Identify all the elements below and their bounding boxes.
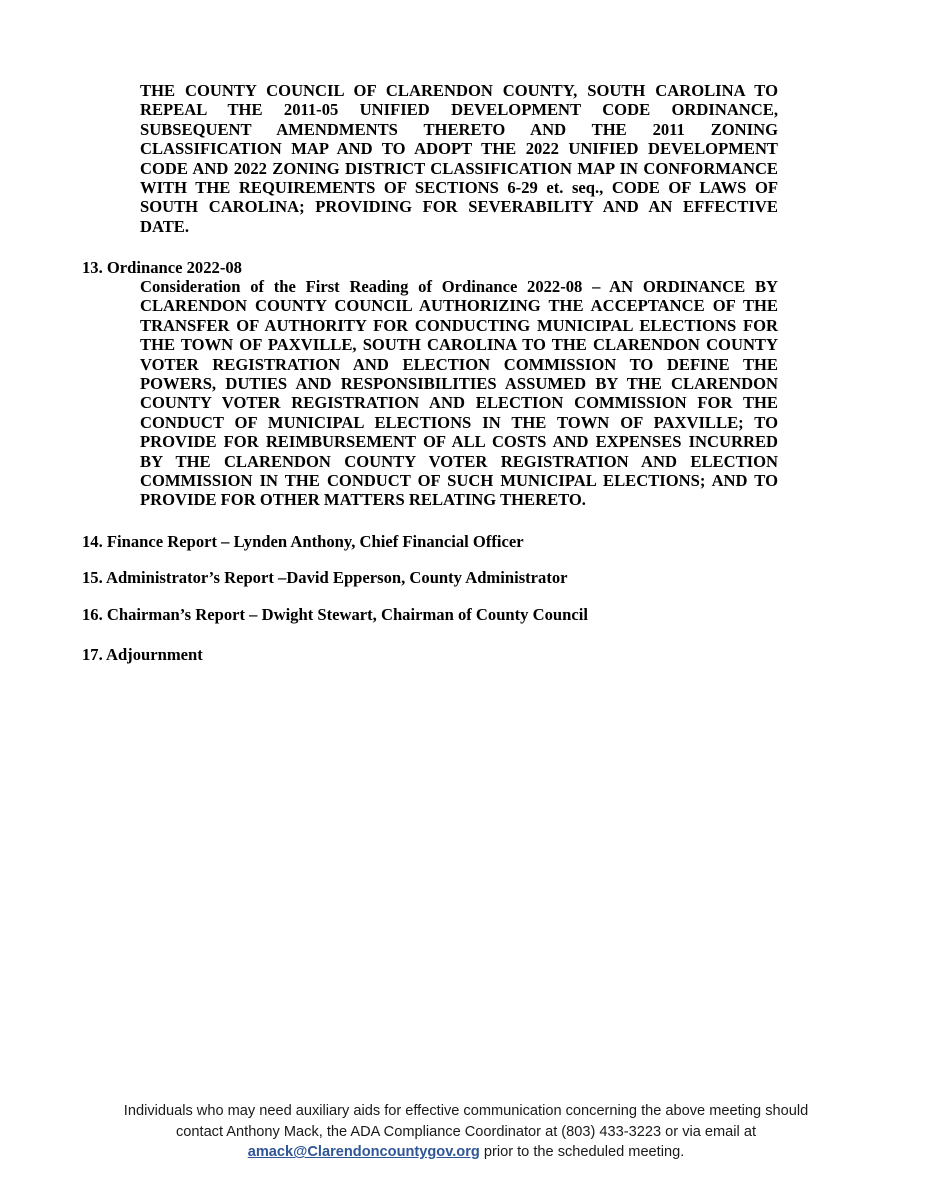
footer-line-3 <box>60 1142 872 1163</box>
agenda-item-17: 17. Adjournment <box>82 645 203 664</box>
footer-line-1: Individuals who may need auxiliary aids for effective communication concerning the above meeting should <box>123 1103 809 1119</box>
agenda-item-15: 15. Administrator’s Report –David Epperson, County Administrator <box>82 568 568 587</box>
ada-footer <box>60 1101 872 1163</box>
agenda-item-13-body: Consideration of the First Reading of Ordinance 2022-08 – AN ORDINANCE BY CLARENDON COUNTY COUNCIL AUTHORIZING THE ACCEPTANCE OF THE TRANSFER OF AUTHORITY FOR CONDUCTING MUNICIPAL ELECTIONS FOR THE TOWN OF PAXVILLE, SOUTH CAROLINA TO THE CLARENDON COUNTY VOTER REGISTRATION AND ELECTION COMMISSION TO DEFINE THE POWERS, DUTIES AND RESPONSIBILITIES ASSUMED BY THE CLARENDON COUNTY VOTER REGISTRATION AND ELECTION COMMISSION FOR THE CONDUCT OF MUNICIPAL ELECTIONS IN THE TOWN OF PAXVILLE; TO PROVIDE FOR REIMBURSEMENT OF ALL COSTS AND EXPENSES INCURRED BY THE CLARENDON COUNTY VOTER REGISTRATION AND ELECTION COMMISSION IN THE CONDUCT OF SUCH MUNICIPAL ELECTIONS; AND TO PROVIDE FOR OTHER MATTERS RELATING THERETO. <box>140 277 778 510</box>
agenda-item-16: 16. Chairman’s Report – Dwight Stewart, Chairman of County Council <box>82 605 588 624</box>
agenda-item-14: 14. Finance Report – Lynden Anthony, Chief Financial Officer <box>82 532 524 551</box>
continued-ordinance-text: THE COUNTY COUNCIL OF CLARENDON COUNTY, SOUTH CAROLINA TO REPEAL THE 2011-05 UNIFIED DEVELOPMENT CODE ORDINANCE, SUBSEQUENT AMENDMENTS THERETO AND THE 2011 ZONING CLASSIFICATION MAP AND TO ADOPT THE 2022 UNIFIED DEVELOPMENT CODE AND 2022 ZONING DISTRICT CLASSIFICATION MAP IN CONFORMANCE WITH THE REQUIREMENTS OF SECTIONS 6-29 et. seq., CODE OF LAWS OF SOUTH CAROLINA; PROVIDING FOR SEVERABILITY AND AN EFFECTIVE DATE. <box>140 81 778 236</box>
agenda-item-13-heading: 13. Ordinance 2022-08 <box>82 258 242 277</box>
footer-email-link[interactable]: amack@Clarendoncountygov.org <box>247 1144 480 1161</box>
footer-line-2: contact Anthony Mack, the ADA Compliance Coordinator at (803) 433-3223 or via email at <box>175 1123 756 1140</box>
footer-line-3-suffix: prior to the scheduled meeting. <box>479 1144 685 1161</box>
